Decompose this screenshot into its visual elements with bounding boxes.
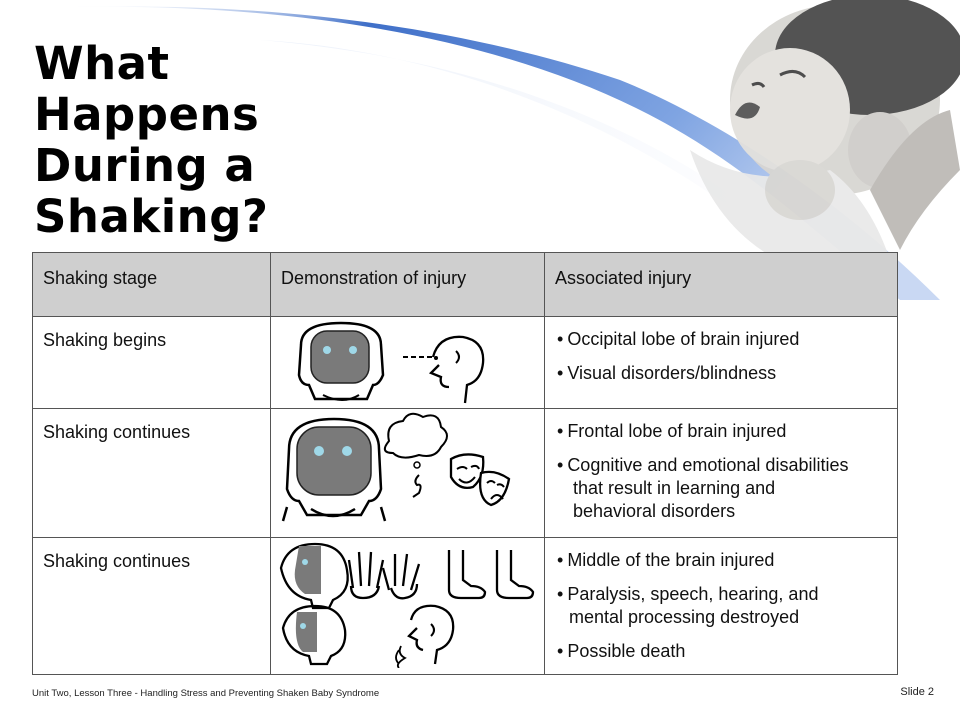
table-row	[33, 409, 898, 538]
slide-title	[34, 38, 334, 242]
injury-cell	[545, 409, 898, 538]
table-header-row	[33, 253, 898, 317]
list-item	[557, 328, 897, 351]
bullet: •	[557, 641, 564, 661]
title-line: Happens	[34, 88, 260, 141]
demonstration-cell	[271, 538, 545, 675]
stage-cell	[33, 317, 271, 409]
stage-cell	[33, 409, 271, 538]
header-cell	[271, 253, 545, 317]
injury-text: Paralysis, speech, hearing, and	[567, 584, 819, 604]
bullet: •	[557, 329, 564, 349]
head-profile-icon	[396, 606, 453, 668]
bullet: •	[557, 421, 564, 441]
list-item	[557, 420, 897, 443]
table-row	[33, 317, 898, 409]
feet-icon	[449, 550, 533, 598]
injury-text-continued: mental processing destroyed	[569, 607, 800, 627]
bullet: •	[557, 584, 564, 604]
stage-cell	[33, 538, 271, 675]
injury-text: Frontal lobe of brain injured	[567, 421, 787, 441]
demonstration-cell	[271, 317, 545, 409]
injury-text: Possible death	[567, 641, 686, 661]
footer-course-title: Unit Two, Lesson Three - Handling Stress and Preventing Shaken Baby Syndrome	[32, 688, 380, 699]
list-item	[557, 362, 897, 385]
stage-label: Shaking continues	[43, 422, 191, 442]
injury-table	[32, 252, 898, 675]
title-line: Shaking?	[34, 190, 269, 243]
shaking-begins-illustration	[271, 317, 544, 408]
injury-text: Middle of the brain injured	[567, 550, 775, 570]
demonstration-cell	[271, 409, 545, 538]
injury-cell	[545, 538, 898, 675]
injury-list	[545, 409, 897, 523]
stage-label: Shaking continues	[43, 551, 191, 571]
bullet: •	[557, 550, 564, 570]
stage-label: Shaking begins	[43, 330, 167, 350]
list-item	[557, 640, 897, 663]
bullet: •	[557, 455, 564, 475]
header-cell	[545, 253, 898, 317]
baby-head-front-icon	[283, 419, 385, 521]
head-profile-icon	[431, 337, 483, 403]
injury-text: Cognitive and emotional disabilities	[567, 455, 849, 475]
baby-head-front-icon	[299, 323, 383, 400]
injury-cell	[545, 317, 898, 409]
bullet: •	[557, 363, 564, 383]
title-line: What	[34, 37, 170, 90]
injury-text-continued: behavioral disorders	[573, 501, 736, 521]
title-line: During a	[34, 139, 256, 192]
header-demonstration: Demonstration of injury	[281, 268, 467, 288]
injury-list	[545, 538, 897, 663]
list-item	[557, 549, 897, 572]
injury-text-continued: that result in learning and	[573, 478, 776, 498]
hands-icon	[349, 552, 419, 598]
injury-list	[545, 317, 897, 385]
thought-bubble-icon	[385, 414, 447, 497]
brain-side-icon	[281, 544, 348, 664]
shaking-continues-illustration-2	[271, 538, 544, 668]
list-item	[557, 583, 897, 629]
table-row	[33, 538, 898, 675]
shaking-continues-illustration	[271, 409, 544, 537]
slide-number: Slide 2	[900, 686, 934, 698]
header-cell	[33, 253, 271, 317]
list-item	[557, 454, 897, 523]
theater-masks-icon	[451, 454, 509, 505]
baby-photo	[690, 0, 960, 270]
injury-text: Visual disorders/blindness	[567, 363, 777, 383]
injury-text: Occipital lobe of brain injured	[567, 329, 800, 349]
header-shaking-stage: Shaking stage	[43, 268, 158, 288]
header-associated-injury: Associated injury	[555, 268, 692, 288]
